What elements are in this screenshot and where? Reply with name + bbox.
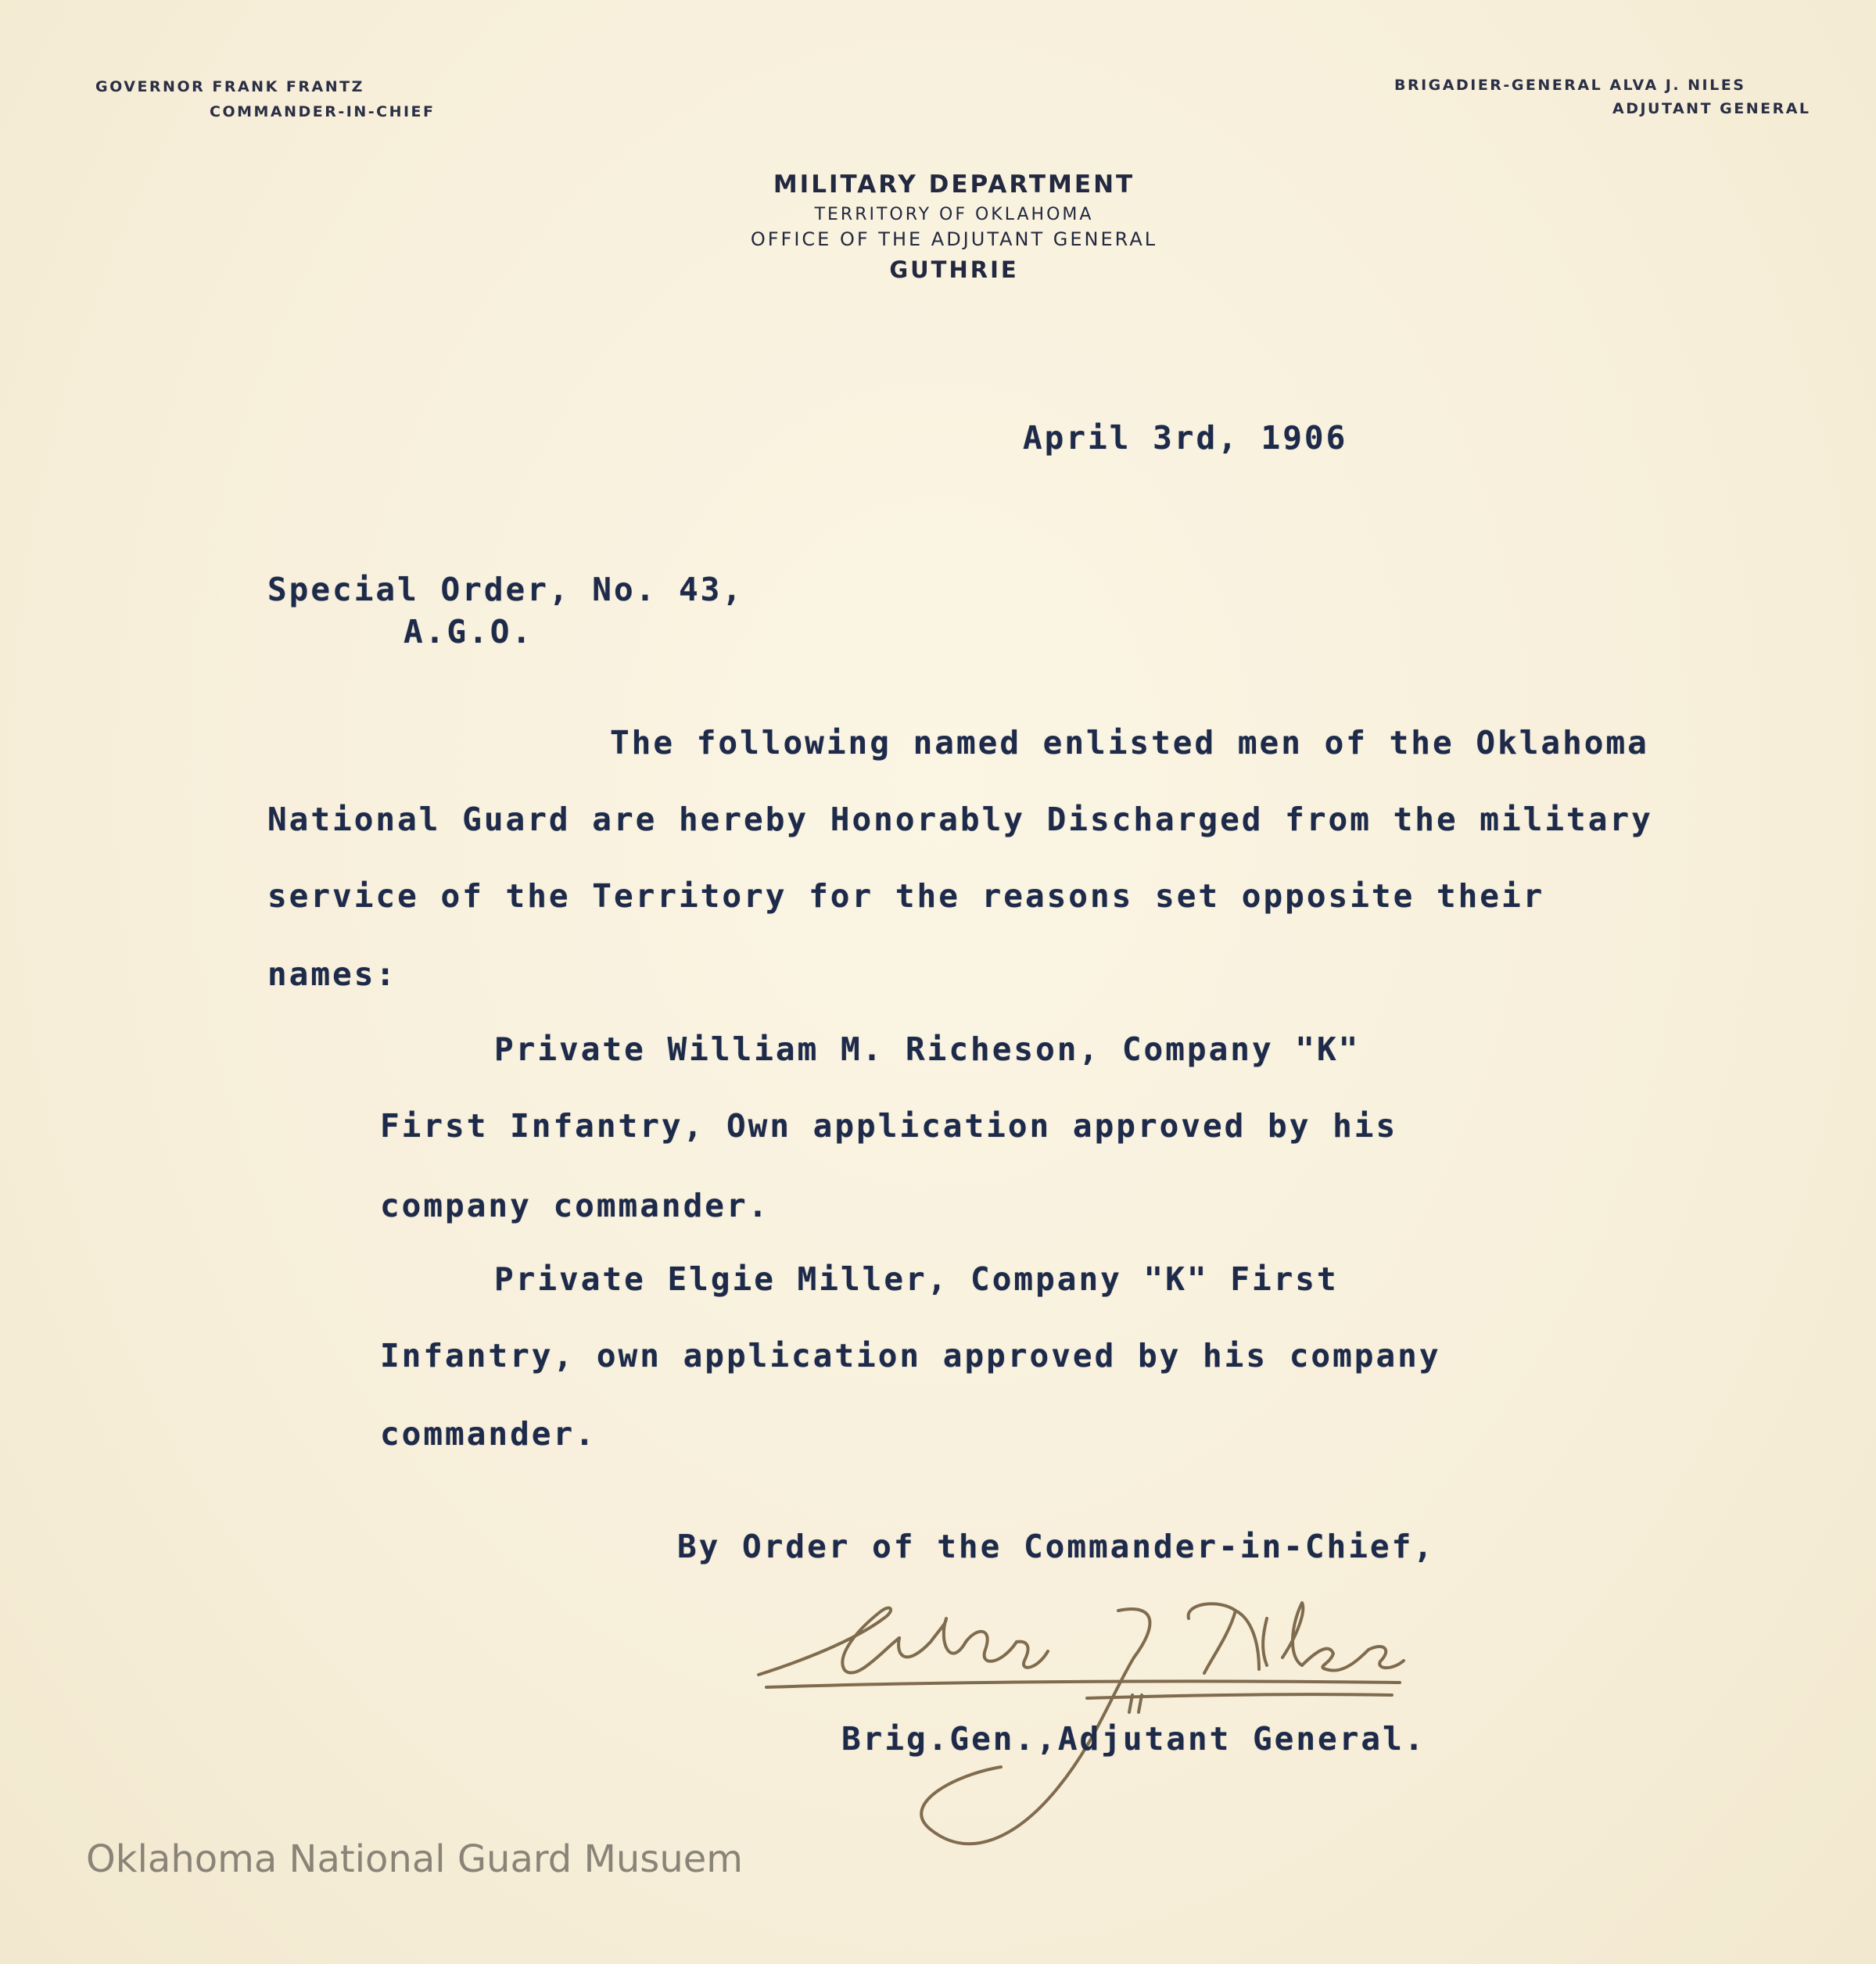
order-number: Special Order, No. 43,: [267, 571, 744, 608]
entry-line: company commander.: [380, 1187, 770, 1224]
signer-title: Brig.Gen.,Adjutant General.: [841, 1720, 1426, 1758]
office-heading: OFFICE OF THE ADJUTANT GENERAL: [750, 228, 1158, 250]
entry-line: Private William M. Richeson, Company "K": [494, 1030, 1361, 1068]
museum-watermark: Oklahoma National Guard Musuem: [86, 1837, 744, 1881]
general-name: BRIGADIER-GENERAL ALVA J. NILES: [1394, 77, 1746, 94]
entry-line: First Infantry, Own application approved by his: [380, 1107, 1398, 1145]
body-line: National Guard are hereby Honorably Discharged from the military: [267, 801, 1653, 838]
closing-line: By Order of the Commander-in-Chief,: [677, 1528, 1435, 1565]
department-heading: MILITARY DEPARTMENT: [773, 170, 1135, 199]
general-title: ADJUTANT GENERAL: [1612, 100, 1811, 117]
body-line: The following named enlisted men of the Oklahoma: [610, 724, 1649, 762]
governor-name: GOVERNOR FRANK FRANTZ: [95, 78, 364, 95]
body-line: service of the Territory for the reasons set opposite their: [267, 877, 1545, 915]
entry-line: Infantry, own application approved by his company: [380, 1337, 1441, 1374]
entry-line: commander.: [380, 1415, 597, 1453]
territory-heading: TERRITORY OF OKLAHOMA: [814, 205, 1094, 224]
entry-line: Private Elgie Miller, Company "K" First: [494, 1260, 1339, 1298]
letter-date: April 3rd, 1906: [1023, 419, 1348, 457]
body-line: names:: [267, 955, 398, 993]
city-heading: GUTHRIE: [889, 256, 1019, 283]
order-office: A.G.O.: [404, 613, 534, 650]
governor-title: COMMANDER-IN-CHIEF: [210, 103, 436, 120]
